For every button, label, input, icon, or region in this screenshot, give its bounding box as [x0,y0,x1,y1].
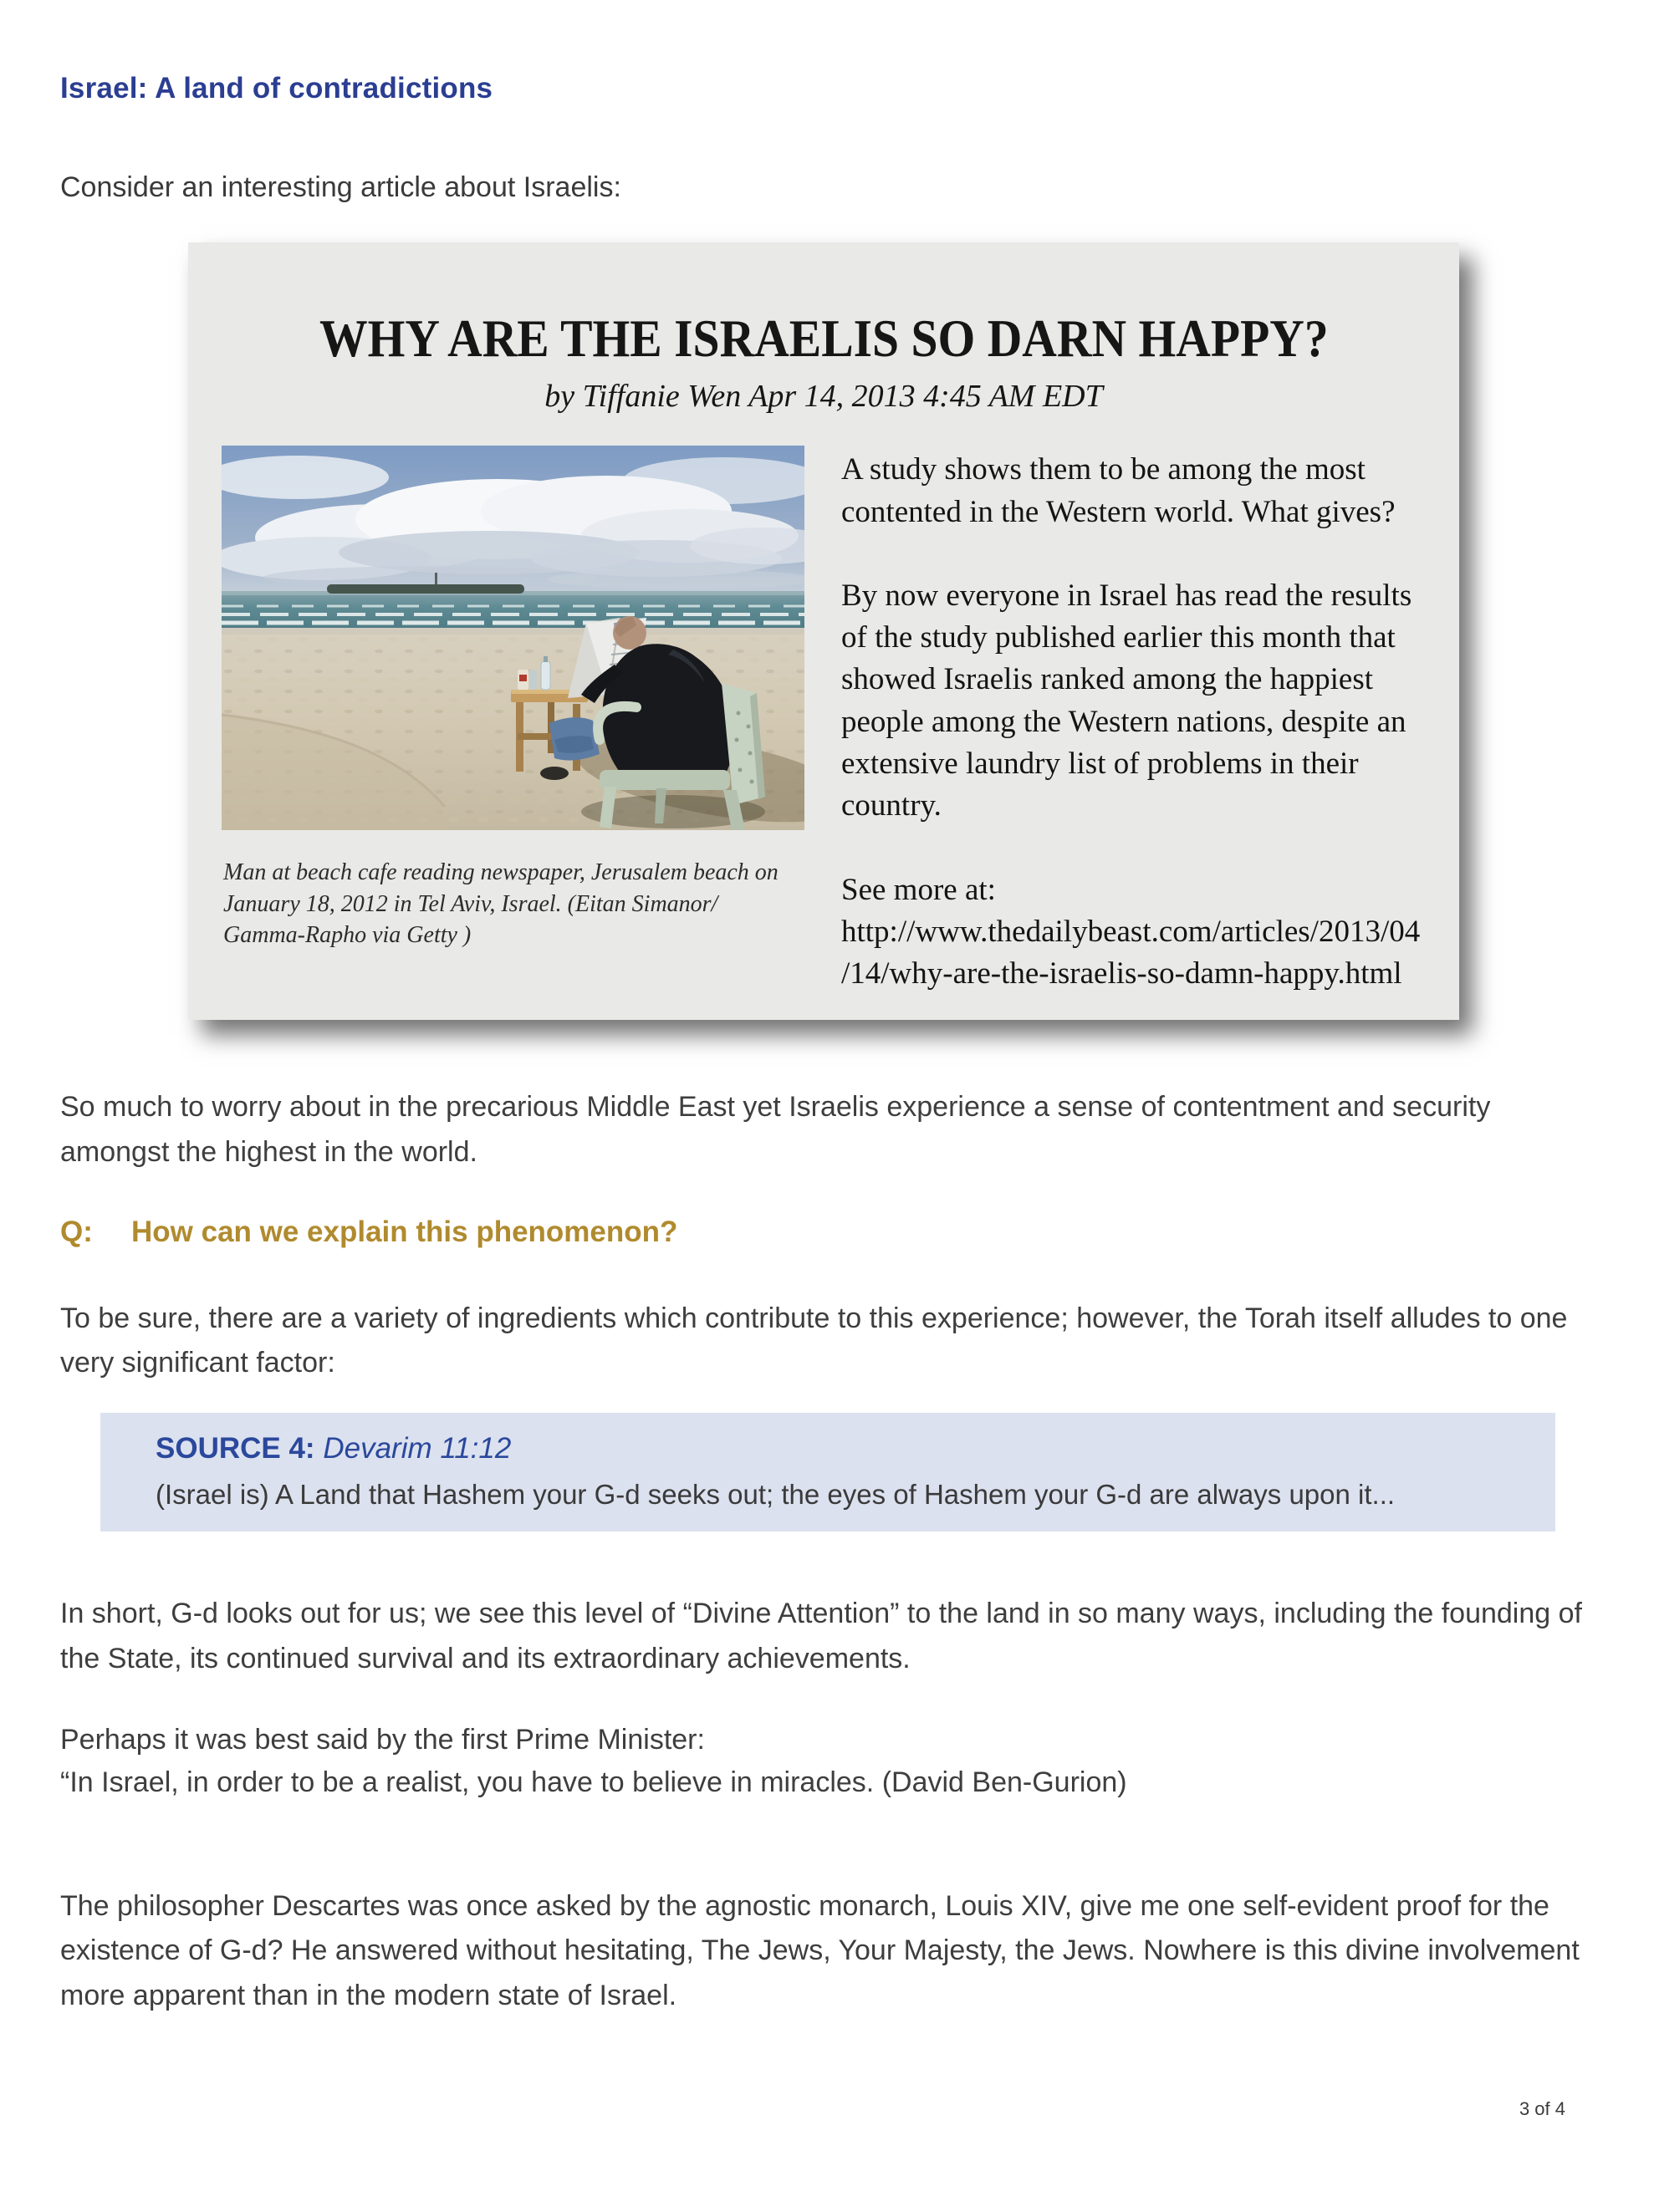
article-paragraph: By now everyone in Israel has read the results of the study published earlier this month that showed Israelis ranked among the happiest people among the Western nations, despite an extensive laundry list of problems in their country. [841,578,1412,823]
article-card-body [222,446,1430,995]
beach-photo-illustration [222,446,804,830]
sky [222,446,804,591]
page-body [60,1085,1597,2019]
article-byline: by Tiffanie Wen Apr 14, 2013 4:45 AM EDT [544,379,1103,415]
beach-photo [222,446,804,830]
source-text: (Israel is) A Land that Hashem your G-d seeks out; the eyes of Hashem your G-d are always upon it... [156,1479,1396,1511]
article-clipping-card [188,242,1459,1020]
source-box [100,1413,1555,1532]
photo-caption: Man at beach cafe reading newspaper, Jerusalem beach on January 18, 2012 in Tel Aviv, Israel. (Eitan Simanor/ Gamma-Rapho via Getty ) [223,859,779,949]
question-line [60,1216,1597,1249]
question-text: How can we explain this phenomenon? [131,1215,678,1248]
article-see-more-link: See more at: http://www.thedailybeast.com/articles/2013/04/14/why-are-the-israelis-so-damn-happy.html [841,872,1421,991]
source-heading [156,1431,1505,1466]
quote-line: “In Israel, in order to be a realist, you have to believe in miracles. (David Ben-Gurion) [60,1766,1127,1798]
body-paragraph: So much to worry about in the precarious Middle East yet Israelis experience a sense of contentment and security amongst the highest in the world. [60,1091,1491,1168]
body-paragraph: In short, G-d looks out for us; we see this level of “Divine Attention” to the land in so many ways, including the founding of the State, its continued survival and its extraordinary achievements. [60,1598,1582,1674]
body-paragraph: The philosopher Descartes was once asked by the agnostic monarch, Louis XIV, give me one self-evident proof for the existence of G-d? He answered without hesitating, The Jews, Your Majesty, the Jews. Nowhere is this divine involvement more apparent than in the modern state of Israel. [60,1889,1580,2012]
breakwater [327,584,524,594]
question-label: Q: [60,1215,93,1248]
body-paragraph: To be sure, there are a variety of ingredients which contribute to this experience; however, the Torah itself alludes to one very significant factor: [60,1302,1568,1379]
article-text-column [841,446,1427,995]
source-label: SOURCE 4: [156,1432,315,1465]
body-paragraph [60,1719,1597,1804]
page-title: Israel: A land of contradictions [60,72,493,104]
article-headline: WHY ARE THE ISRAELIS SO DARN HAPPY? [319,308,1329,369]
photo-column [222,446,804,995]
document-page [0,72,1654,2019]
source-reference: Devarim 11:12 [323,1432,512,1465]
page-number: 3 of 4 [1519,2098,1565,2119]
intro-text: Consider an interesting article about Israelis: [60,171,621,203]
quote-intro-line: Perhaps it was best said by the first Prime Minister: [60,1723,705,1756]
article-paragraph: A study shows them to be among the most contented in the Western world. What gives? [841,452,1396,529]
